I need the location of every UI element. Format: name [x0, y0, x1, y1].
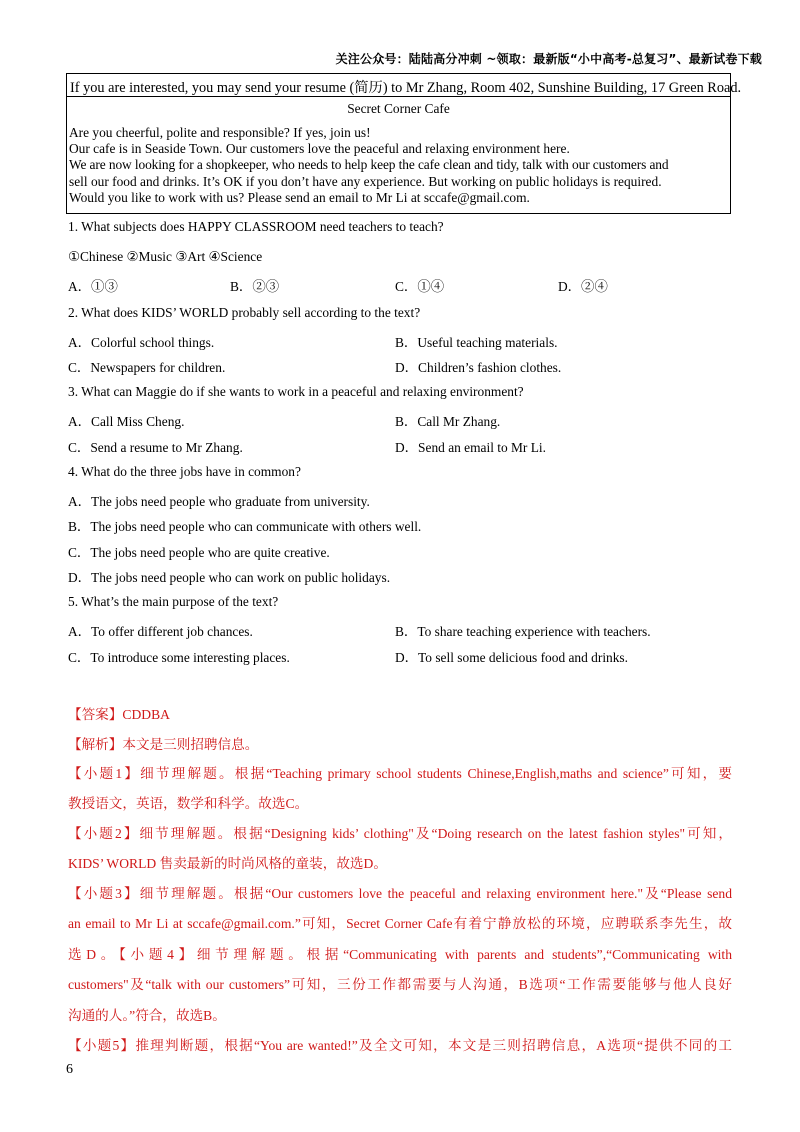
option-a: A．To offer different job chances. [68, 624, 253, 639]
option-d: D．The jobs need people who can work on public holidays. [68, 570, 391, 585]
cafe-ad-box [66, 96, 731, 214]
option-a: A．①③ [68, 279, 118, 294]
page-header: 关注公众号：陆陆高分冲刺 ~领取：最新版“小中高考-总复习”、最新试卷下载 [335, 52, 762, 66]
answer-key: 【答案】CDDBA [68, 707, 170, 722]
page-number: 6 [66, 1062, 73, 1077]
option-d: D．Send an email to Mr Li. [395, 440, 546, 455]
question-stem: 5. What’s the main purpose of the text? [68, 594, 279, 609]
option-d: D．②④ [558, 279, 608, 294]
question-sub-list: ①Chinese ②Music ③Art ④Science [68, 249, 263, 264]
analysis-line: 沟通的人。”符合，故选B。 [68, 1008, 226, 1023]
option-b: B．Call Mr Zhang. [395, 414, 501, 429]
option-c: C．To introduce some interesting places. [68, 650, 290, 665]
cafe-ad-body [69, 125, 729, 206]
resume-note-text: If you are interested, you may send your resume (简历) to Mr Zhang, Room 402, Sunshine Building, 17 Green Road. [70, 80, 742, 96]
analysis-line: customers"及“talk with our customers”可知，三份工作都需要与人沟通，B选项“工作需要能够与他人良好 [68, 977, 732, 992]
cafe-ad-line: sell our food and drinks. It’s OK if you don’t have any experience. But working on public holidays is required. [69, 173, 662, 189]
option-b: B．②③ [230, 279, 280, 294]
option-c: C．Newspapers for children. [68, 360, 226, 375]
option-b: B．The jobs need people who can communicate with others well. [68, 519, 422, 534]
option-d: D．To sell some delicious food and drinks. [395, 650, 628, 665]
option-c: C．①④ [395, 279, 445, 294]
cafe-ad-line: Would you like to work with us? Please send an email to Mr Li at sccafe@gmail.com. [69, 189, 530, 205]
option-d: D．Children’s fashion clothes. [395, 360, 562, 375]
option-c: C．Send a resume to Mr Zhang. [68, 440, 243, 455]
analysis-line: 【小题2】细节理解题。根据“Designing kids’ clothing"及“Doing research on the latest fashion styles"可知， [68, 826, 732, 841]
option-b: B．Useful teaching materials. [395, 335, 558, 350]
cafe-ad-line: We are now looking for a shopkeeper, who needs to help keep the cafe clean and tidy, talk with our customers and [69, 157, 669, 173]
option-c: C．The jobs need people who are quite creative. [68, 545, 330, 560]
analysis-line: 【小题5】推理判断题，根据“You are wanted!”及全文可知，本文是三则招聘信息，A选项“提供不同的工 [68, 1038, 732, 1053]
question-stem: 1. What subjects does HAPPY CLASSROOM need teachers to teach? [68, 219, 444, 234]
analysis-line: 【小题3】细节理解题。根据“Our customers love the peaceful and relaxing environment here."及“Please send [68, 886, 732, 901]
cafe-ad-title: Secret Corner Cafe [347, 101, 450, 116]
question-stem: 2. What does KIDS’ WORLD probably sell according to the text? [68, 305, 421, 320]
analysis-line: 教授语文，英语，数学和科学。故选C。 [68, 796, 309, 811]
cafe-ad-line: Our cafe is in Seaside Town. Our customers love the peaceful and relaxing environment here. [69, 141, 570, 157]
resume-note-box [66, 73, 742, 97]
analysis-line: KIDS’ WORLD 售卖最新的时尚风格的童装，故选D。 [68, 856, 387, 871]
option-a: A．The jobs need people who graduate from university. [68, 494, 370, 509]
option-b: B．To share teaching experience with teachers. [395, 624, 651, 639]
question-stem: 3. What can Maggie do if she wants to work in a peaceful and relaxing environment? [68, 384, 524, 399]
analysis-line: 选D。【小题4】细节理解题。根据“Communicating with parents and students”,“Communicating with [68, 947, 732, 962]
option-a: A．Call Miss Cheng. [68, 414, 185, 429]
analysis-line: an email to Mr Li at sccafe@gmail.com.”可知，Secret Corner Cafe有着宁静放松的环境，应聘联系李先生，故 [68, 916, 732, 931]
cafe-ad-line: Are you cheerful, polite and responsible? If yes, join us! [69, 125, 371, 140]
option-a: A．Colorful school things. [68, 335, 215, 350]
question-stem: 4. What do the three jobs have in common? [68, 464, 301, 479]
analysis-line: 【小题1】细节理解题。根据“Teaching primary school students Chinese,English,maths and science”可知，要 [68, 766, 732, 781]
answer-analysis: 【解析】本文是三则招聘信息。 [68, 737, 259, 752]
